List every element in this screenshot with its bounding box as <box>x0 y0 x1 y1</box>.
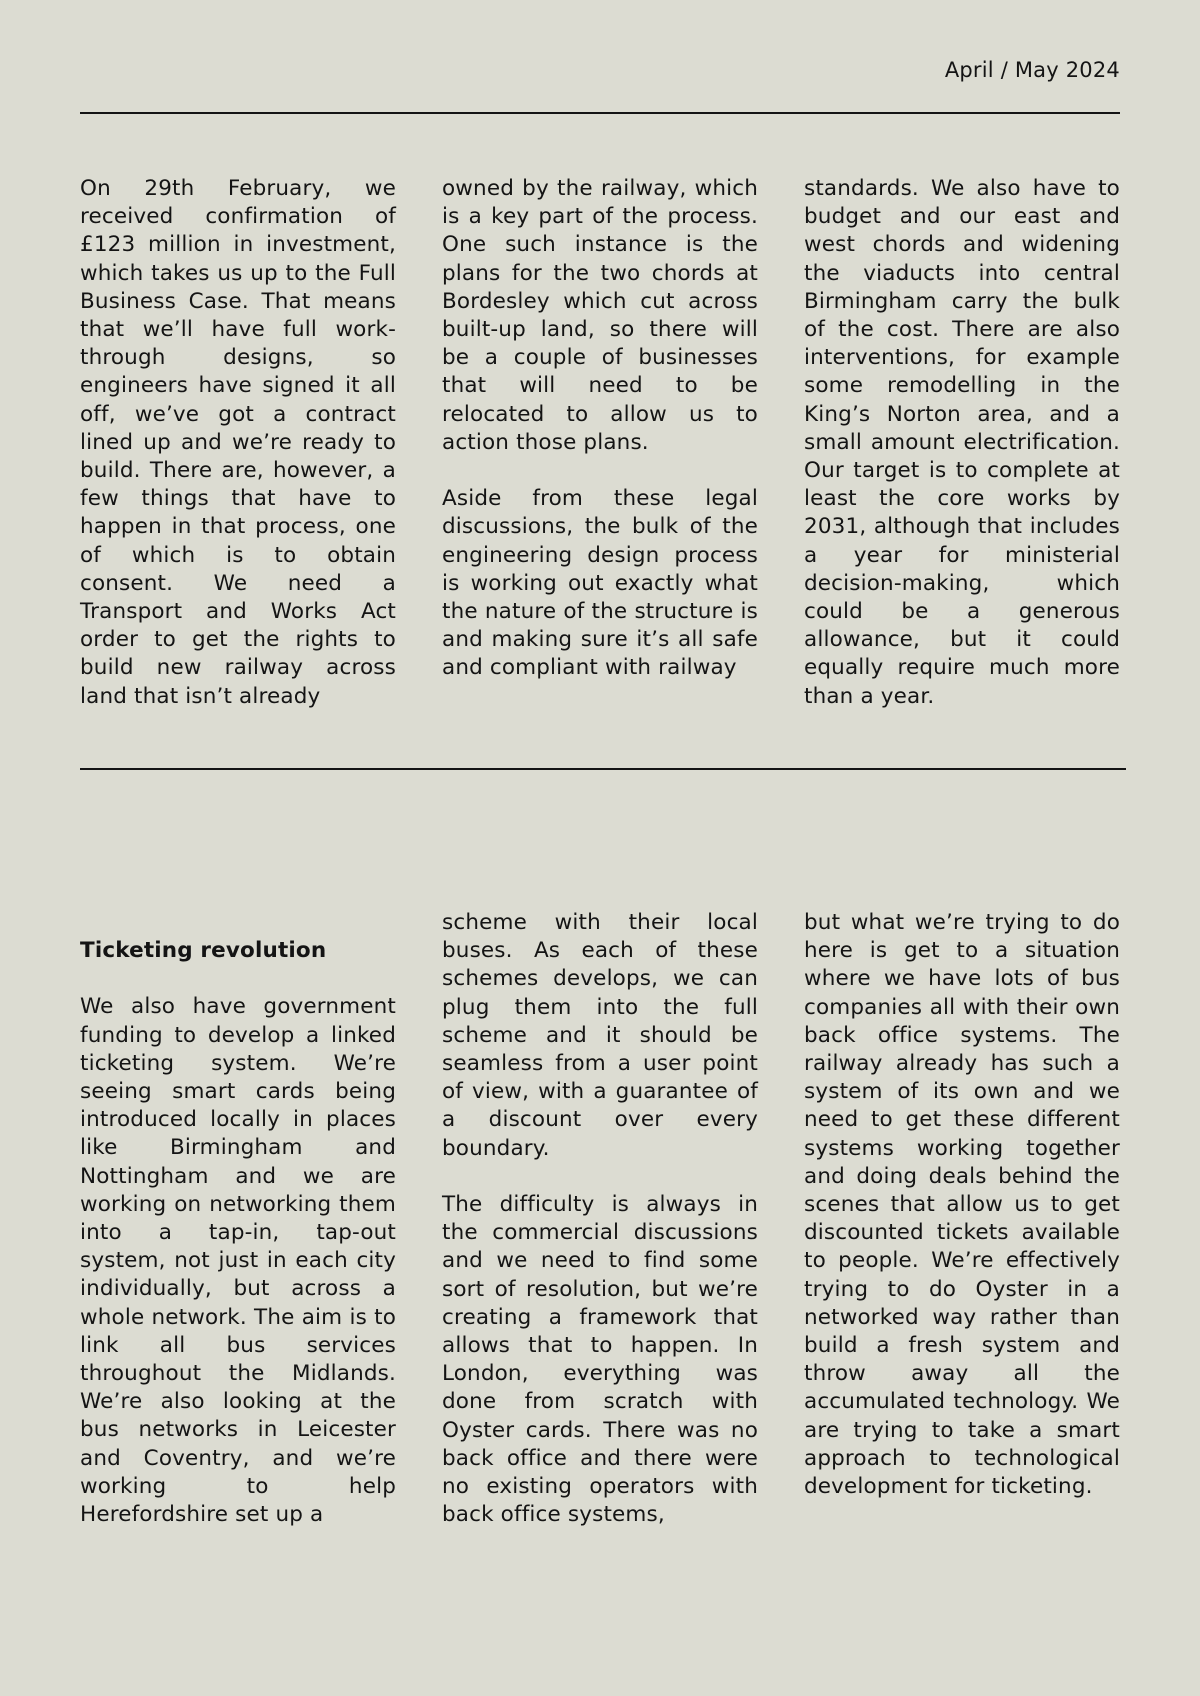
paragraph: owned by the railway, which is a key part of the process. One such instance is the plans for the two chords at Bordesley which cut across built-up land, so there will be a couple of businesses that will need to be relocated to allow us to action those plans. <box>442 176 758 455</box>
paragraph: scheme with their local buses. As each of these schemes develops, we can plug them into the full scheme and it should be seamless from a user point of view, with a guarantee of a discount over every boundary. <box>442 910 758 1161</box>
section-divider <box>80 768 1126 770</box>
section2-column-2 <box>442 909 758 1529</box>
paragraph: but what we’re trying to do here is get to a situation where we have lots of bus companies all with their own back office systems. The railway already has such a system of its own and we need to get these different systems working together and doing deals behind the scenes that allow us to get discounted tickets available to people. We’re effectively trying to do Oyster in a networked way rather than build a fresh system and throw away all the accumulated technology. We are trying to take a smart approach to technological development for ticketing. <box>804 910 1120 1500</box>
paragraph: Aside from these legal discussions, the bulk of the engineering design process is working out exactly what the nature of the structure is and making sure it’s all safe and compliant with railway <box>442 486 758 681</box>
issue-date: April / May 2024 <box>944 58 1120 82</box>
section2-column-1 <box>80 909 396 1529</box>
section1-column-1 <box>80 175 396 711</box>
section1-column-3 <box>804 175 1120 711</box>
paragraph: The difficulty is always in the commercial discussions and we need to find some sort of resolution, but we’re creating a framework that allows that to happen. In London, everything was done from scratch with Oyster cards. There was no back office and there were no existing operators with back office systems, <box>442 1192 758 1528</box>
header-divider <box>80 112 1120 114</box>
section2-column-3 <box>804 909 1120 1501</box>
paragraph: standards. We also have to budget and our east and west chords and widening the viaducts into central Birmingham carry the bulk of the cost. There are also interventions, for example some remodelling in the King’s Norton area, and a small amount electrification. Our target is to complete at least the core works by 2031, although that includes a year for ministerial decision-making, which could be a generous allowance, but it could equally require much more than a year. <box>804 176 1120 709</box>
paragraph: We also have government funding to develop a linked ticketing system. We’re seeing smart cards being introduced locally in places like Birmingham and Nottingham and we are working on networking them into a tap-in, tap-out system, not just in each city individually, but across a whole network. The aim is to link all bus services throughout the Midlands. We’re also looking at the bus networks in Leicester and Coventry, and we’re working to help Herefordshire set up a <box>80 994 396 1528</box>
section1-column-2 <box>442 175 758 683</box>
paragraph: On 29th February, we received confirmation of £123 million in investment, which takes us up to the Full Business Case. That means that we’ll have full work-through designs, so engineers have signed it all off, we’ve got a contract lined up and we’re ready to build. There are, however, a few things that have to happen in that process, one of which is to obtain consent. We need a Transport and Works Act order to get the rights to build new railway across land that isn’t already <box>80 176 396 709</box>
section-heading: Ticketing revolution <box>80 938 327 963</box>
